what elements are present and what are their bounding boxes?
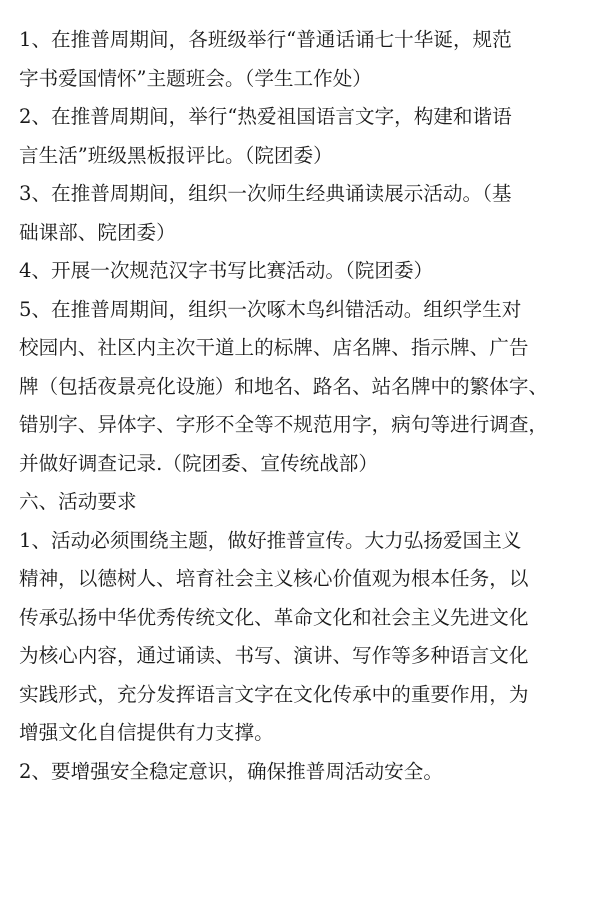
text-line: 2、在推普周期间，举行“热爱祖国语言文字，构建和谐语	[19, 105, 512, 128]
text-line: 实践形式，充分发挥语言文字在文化传承中的重要作用，为	[19, 682, 529, 706]
text-line: 4、开展一次规范汉字书写比赛活动。（院团委）	[19, 259, 434, 282]
text-line: 牌（包括夜景亮化设施）和地名、路名、站名牌中的繁体字、	[19, 374, 549, 398]
text-line: 字书爱国情怀”主题班会。（学生工作处）	[19, 66, 372, 90]
text-line: 1、活动必须围绕主题，做好推普宣传。大力弘扬爱国主义	[19, 528, 522, 552]
text-line: 为核心内容，通过诵读、书写、演讲、写作等多种语言文化	[19, 644, 529, 667]
text-line: 3、在推普周期间，组织一次师生经典诵读展示活动。（基	[19, 182, 512, 205]
text-line: 1、在推普周期间，各班级举行“普通话诵七十华诞，规范	[19, 28, 512, 51]
text-line: 精神，以德树人、培育社会主义核心价值观为根本任务，以	[19, 567, 529, 590]
text-line: 5、在推普周期间，组织一次啄木鸟纠错活动。组织学生对	[19, 297, 522, 321]
text-line: 传承弘扬中华优秀传统文化、革命文化和社会主义先进文化	[19, 605, 529, 629]
text-line: 础课部、院团委）	[19, 220, 176, 244]
text-line: 言生活”班级黑板报评比。（院团委）	[19, 143, 333, 167]
text-line: 错别字、异体字、字形不全等不规范用字，病句等进行调查，	[19, 413, 549, 436]
text-line: 校园内、社区内主次干道上的标牌、店名牌、指示牌、广告	[19, 336, 529, 359]
text-line: 2、要增强安全稳定意识，确保推普周活动安全。	[19, 759, 443, 783]
text-line: 增强文化自信提供有力支撑。	[19, 721, 274, 744]
text-line: 并做好调查记录.（院团委、宣传统战部）	[19, 451, 378, 475]
section-heading: 六、活动要求	[19, 490, 137, 513]
